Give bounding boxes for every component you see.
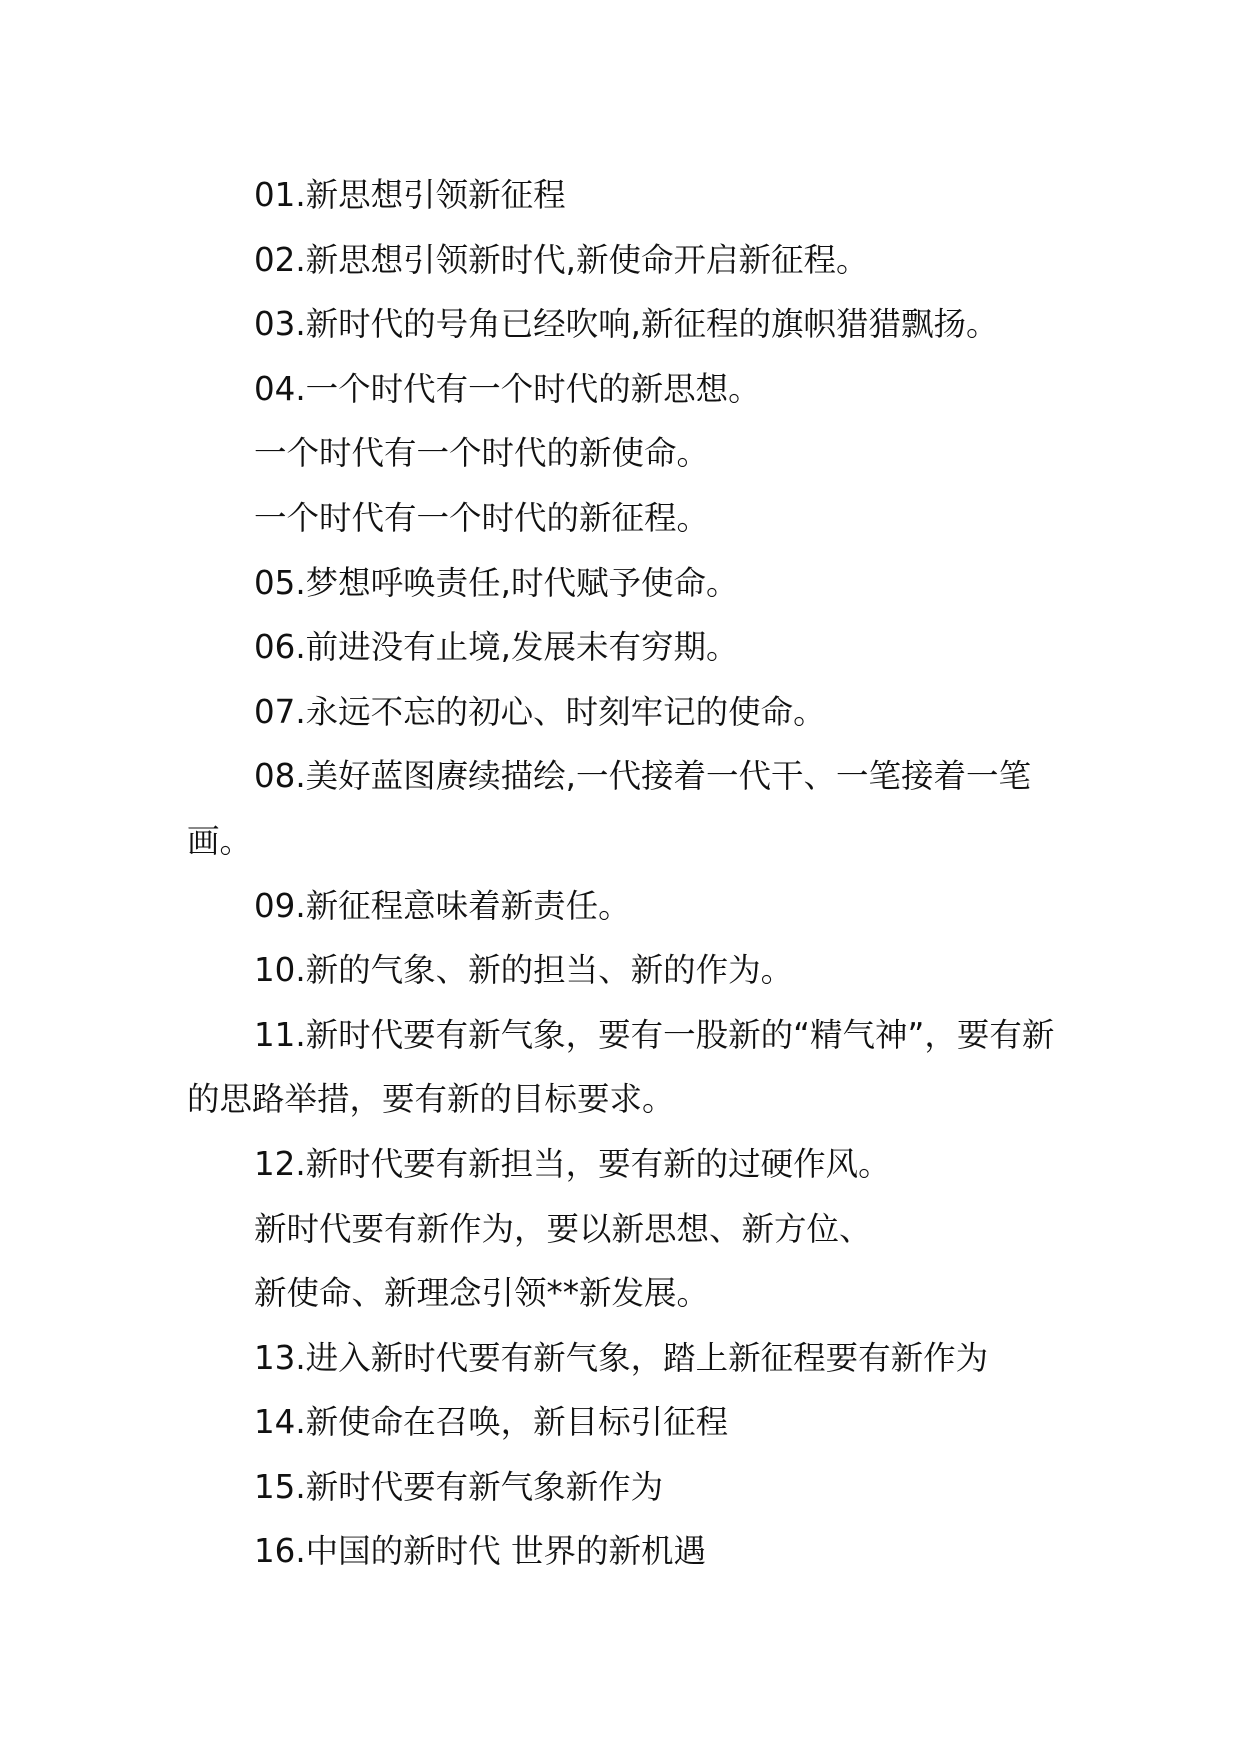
paragraph-07: 07.永远不忘的初心、时刻牢记的使命。 [254, 692, 826, 731]
paragraph-11: 11.新时代要有新气象，要有一股新的“精气神”，要有新的思路举措，要有新的目标要求。 [187, 1015, 1055, 1119]
paragraph-15: 15.新时代要有新气象新作为 [254, 1467, 664, 1506]
document-body [187, 163, 1057, 1584]
paragraph-14: 14.新使命在召唤，新目标引征程 [254, 1403, 729, 1442]
paragraph-12-line-3: 新使命、新理念引领**新发展。 [254, 1274, 710, 1313]
paragraph-01: 01.新思想引领新征程 [254, 176, 566, 214]
paragraph-13: 13.进入新时代要有新气象，踏上新征程要有新作为 [254, 1338, 989, 1377]
paragraph-05: 05.梦想呼唤责任,时代赋予使命。 [254, 563, 739, 602]
paragraph-02: 02.新思想引领新时代,新使命开启新征程。 [254, 240, 869, 279]
paragraph-04-line-3: 一个时代有一个时代的新征程。 [254, 498, 710, 537]
paragraph-09: 09.新征程意味着新责任。 [254, 886, 631, 925]
paragraph-04-line-2: 一个时代有一个时代的新使命。 [254, 434, 710, 473]
paragraph-03: 03.新时代的号角已经吹响,新征程的旗帜猎猎飘扬。 [254, 305, 999, 344]
paragraph-10: 10.新的气象、新的担当、新的作为。 [254, 951, 794, 990]
paragraph-12: 12.新时代要有新担当，要有新的过硬作风。 [254, 1144, 891, 1183]
paragraph-12-line-2: 新时代要有新作为，要以新思想、新方位、 [254, 1209, 872, 1248]
paragraph-08: 08.美好蓝图赓续描绘,一代接着一代干、一笔接着一笔画。 [187, 757, 1032, 860]
paragraph-04: 04.一个时代有一个时代的新思想。 [254, 369, 761, 408]
paragraph-06: 06.前进没有止境,发展未有穷期。 [254, 628, 739, 667]
paragraph-16: 16.中国的新时代 世界的新机遇 [254, 1532, 707, 1571]
